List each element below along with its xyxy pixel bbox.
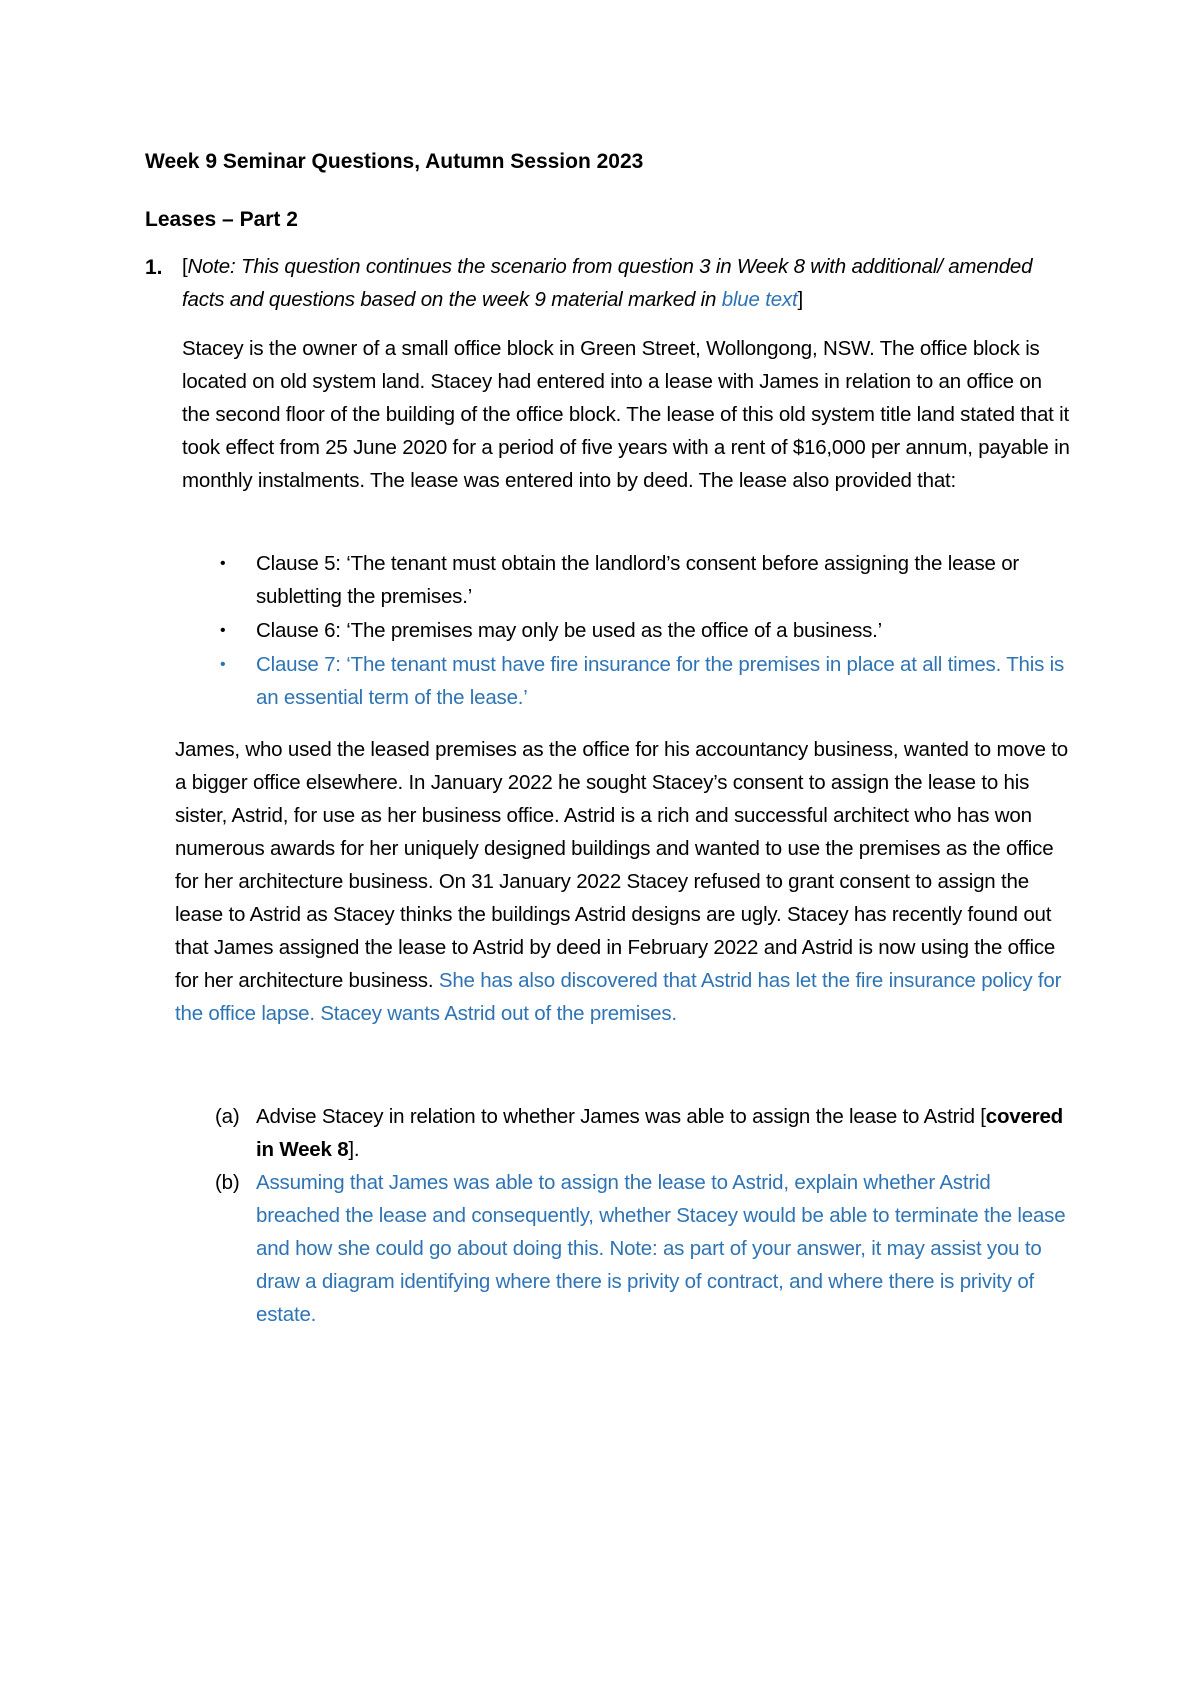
document-title: Week 9 Seminar Questions, Autumn Session 2023 [145, 150, 644, 173]
sub-question-label: (a) [215, 1105, 240, 1128]
section-subtitle: Leases – Part 2 [145, 208, 298, 231]
sub-question-b-text: Assuming that James was able to assign the lease to Astrid, explain whether Astrid breached the lease and consequently, whether Stacey would be able to terminate the lease and how she could go about doing this. Note: as part of your answer, it may assist you to draw a diagram identifying where there is privity of contract, and where there is privity of estate. [256, 1171, 1066, 1326]
list-item [182, 547, 1072, 613]
list-item [182, 1100, 1072, 1166]
scenario-paragraph-2 [175, 733, 1075, 1030]
question-note [182, 250, 1072, 316]
paragraph-2-blue-text: She has also discovered that Astrid has let the fire insurance policy for the office lapse. Stacey wants Astrid out of the premises. [175, 969, 1062, 1025]
sub-question-b [182, 1166, 1072, 1331]
note-blue-text: blue text [721, 288, 798, 311]
clause-6-text: Clause 6: ‘The premises may only be used as the office of a business.’ [256, 619, 883, 642]
question-number: 1. [145, 256, 163, 279]
note-close-bracket: ] [797, 288, 803, 311]
sub-question-a-text: Advise Stacey in relation to whether James was able to assign the lease to Astrid [256, 1105, 981, 1128]
sub-question-a [182, 1100, 1072, 1166]
sub-question-label: (b) [215, 1171, 240, 1194]
list-item [182, 614, 1072, 647]
list-item [182, 1166, 1072, 1331]
clause-5-text: Clause 5: ‘The tenant must obtain the landlord’s consent before assigning the lease or subletting the premises.’ [256, 552, 1020, 608]
sub-question-a-bold: covered in Week 8 [256, 1105, 1064, 1161]
sub-question-a-bracket-open: [ [980, 1105, 986, 1128]
list-item [182, 648, 1072, 714]
clause-7-text: Clause 7: ‘The tenant must have fire insurance for the premises in place at all times. This is an essential term of the lease.’ [256, 653, 1065, 709]
bullet-icon: • [220, 656, 226, 673]
note-open-bracket: [ [182, 255, 188, 278]
note-text: Note: This question continues the scenario from question 3 in Week 8 with additional/ amended facts and questions based on the week 9 material marked in [182, 255, 1033, 311]
bullet-icon: • [220, 622, 226, 639]
paragraph-2-text: James, who used the leased premises as the office for his accountancy business, wanted to move to a bigger office elsewhere. In January 2022 he sought Stacey’s consent to assign the lease to his sister, Astrid, for use as her business office. Astrid is a rich and successful architect who has won numerous awards for her uniquely designed buildings and wanted to use the premises as the office for her architecture business. On 31 January 2022 Stacey refused to grant consent to assign the lease to Astrid as Stacey thinks the buildings Astrid designs are ugly. Stacey has recently found out that James assigned the lease to Astrid by deed in February 2022 and Astrid is now using the office for her architecture business. [175, 738, 1068, 992]
bullet-icon: • [220, 555, 226, 572]
sub-question-a-bracket-close: ]. [348, 1138, 360, 1161]
lease-clauses-list [182, 547, 1072, 715]
scenario-paragraph-1: Stacey is the owner of a small office block in Green Street, Wollongong, NSW. The office block is located on old system land. Stacey had entered into a lease with James in relation to an office on the second floor of the building of the office block. The lease of this old system title land stated that it took effect from 25 June 2020 for a period of five years with a rent of $16,000 per annum, payable in monthly instalments. The lease was entered into by deed. The lease also provided that: [182, 337, 1070, 492]
